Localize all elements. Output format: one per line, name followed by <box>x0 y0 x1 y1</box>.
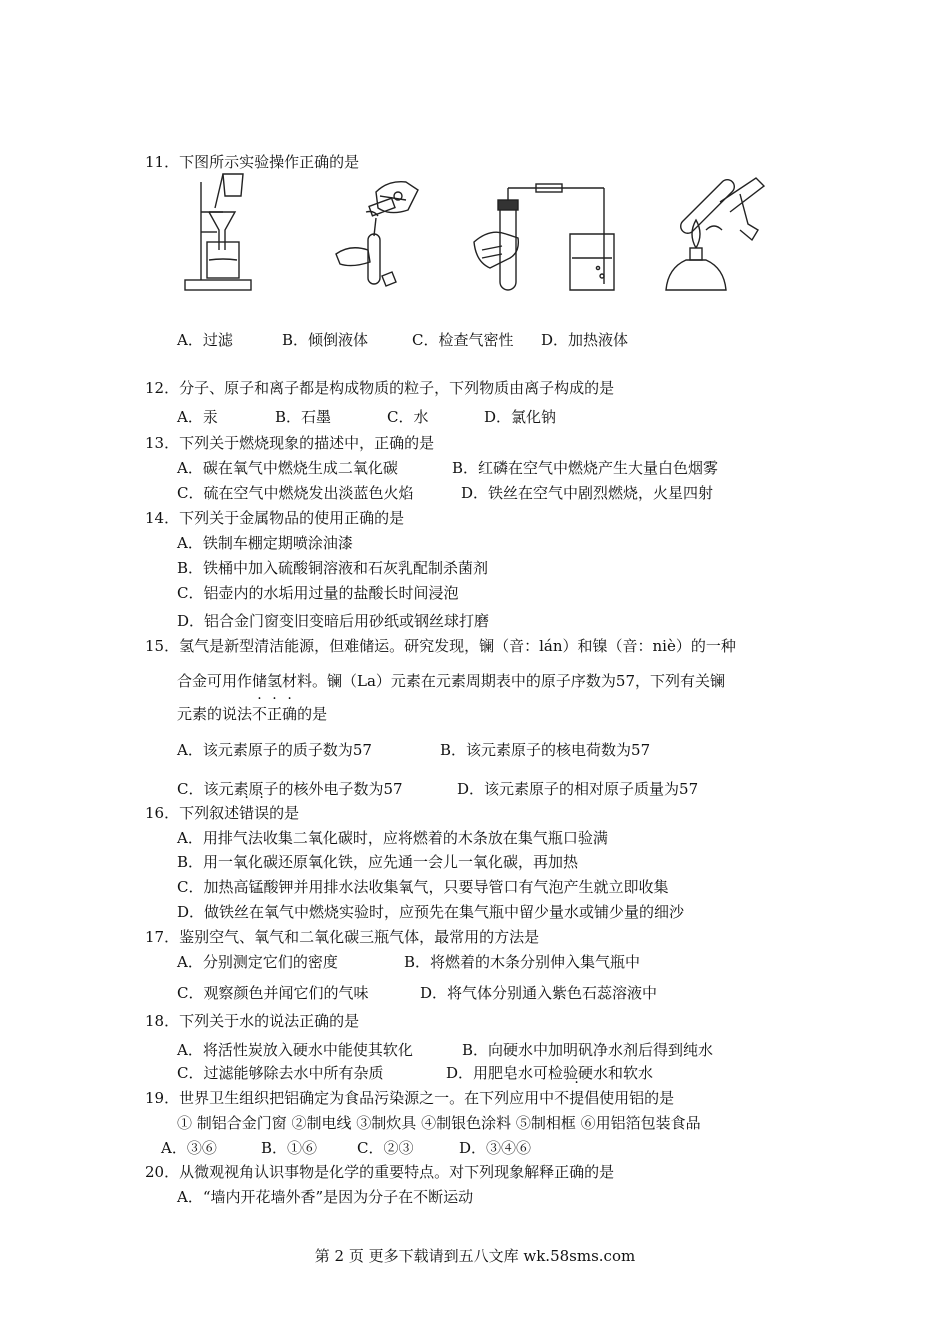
q15-stem-line1: 15．氢气是新型清洁能源，但难储运。研究发现，镧（音：lán）和镍（音：niè）的一种 <box>145 637 736 655</box>
q13-option-a: A．碳在氧气中燃烧生成二氧化碳 <box>177 459 398 477</box>
q16-stem: 16．下列叙述错误的是 <box>145 804 300 822</box>
q19-option-d: D．③④⑥ <box>459 1139 532 1157</box>
q12-option-c: C．水 <box>387 408 429 426</box>
q16-emphasis-char: 误 <box>254 804 270 822</box>
q17-option-a: A．分别测定它们的密度 <box>177 953 338 971</box>
q15-stem-line2: 合金可用作储氢材料。镧（La）元素在元素周期表中的原子序数为57，下列有关镧 <box>177 672 725 690</box>
heating-figure <box>660 172 780 300</box>
q19-option-b: B．①⑥ <box>261 1139 318 1157</box>
q15-option-d: D．该元素原子的相对原子质量为57 <box>457 780 699 798</box>
q12-option-a: A．汞 <box>177 408 218 426</box>
q15-option-c: C．该元素原子的核外电子数为57 <box>177 780 403 798</box>
q11-stem: 11．下图所示实验操作正确的是 <box>145 153 360 171</box>
q12-option-d: D．氯化钠 <box>484 408 557 426</box>
q13-option-c: C．硫在空气中燃烧发出淡蓝色火焰 <box>177 484 414 502</box>
q14-stem: 14．下列关于金属物品的使用正确的是 <box>145 509 405 527</box>
q19-option-c: C．②③ <box>357 1139 414 1157</box>
q15-emphasis-char: 确 <box>282 705 298 723</box>
q20-stem: 20．从微观视角认识事物是化学的重要特点。对下列现象解释正确的是 <box>145 1163 615 1181</box>
q16-option-d: D．做铁丝在氧气中燃烧实验时，应预先在集气瓶中留少量水或铺少量的细沙 <box>177 903 685 921</box>
filtration-figure <box>183 172 255 300</box>
q15-emphasis-char: 正 <box>267 705 283 723</box>
airtightness-figure <box>470 172 624 300</box>
q11-option-a: A．过滤 <box>177 331 233 349</box>
q11-option-d: D．加热液体 <box>541 331 629 349</box>
q18-option-c: C．过滤能够除去水中所有杂质 <box>177 1064 384 1082</box>
page-footer: 第 2 页 更多下载请到五八文库 wk.58sms.com <box>314 1247 636 1265</box>
q19-emphasis-char: 提 <box>569 1089 585 1107</box>
q18-option-a: A．将活性炭放入硬水中能使其软化 <box>177 1041 413 1059</box>
q13-option-b: B．红磷在空气中燃烧产生大量白色烟雾 <box>452 459 719 477</box>
q11-option-c: C．检查气密性 <box>412 331 514 349</box>
q19-items: ① 制铝合金门窗 ②制电线 ③制炊具 ④制银色涂料 ⑤制相框 ⑥用铝箔包装食品 <box>177 1114 701 1132</box>
q19-option-a: A．③⑥ <box>161 1139 217 1157</box>
q16-option-c: C．加热高锰酸钾并用排水法收集氧气，只要导管口有气泡产生就立即收集 <box>177 878 669 896</box>
q13-stem: 13．下列关于燃烧现象的描述中，正确的是 <box>145 434 435 452</box>
q12-option-b: B．石墨 <box>275 408 332 426</box>
q15-stem-line3: 元素的说法不正确的是 <box>177 705 328 723</box>
q17-option-b: B．将燃着的木条分别伸入集气瓶中 <box>404 953 641 971</box>
q13-option-d: D．铁丝在空气中剧烈燃烧，火星四射 <box>461 484 714 502</box>
q19-stem: 19．世界卫生组织把铝确定为食品污染源之一。在下列应用中不提倡使用铝的是 <box>145 1089 675 1107</box>
q20-option-a: A．“墙内开花墙外香”是因为分子在不断运动 <box>177 1188 474 1206</box>
q17-option-d: D．将气体分别通入紫色石蕊溶液中 <box>420 984 658 1002</box>
q12-stem: 12．分子、原子和离子都是构成物质的粒子，下列物质由离子构成的是 <box>145 379 615 397</box>
pouring-figure <box>328 172 424 300</box>
q14-option-d: D．铝合金门窗变旧变暗后用砂纸或钢丝球打磨 <box>177 612 490 630</box>
q16-emphasis-char: 错 <box>239 804 255 822</box>
q16-option-b: B．用一氧化碳还原氧化铁，应先通一会儿一氧化碳，再加热 <box>177 853 579 871</box>
q18-option-b: B．向硬水中加明矾净水剂后得到纯水 <box>462 1041 714 1059</box>
q18-option-d: D．用肥皂水可检验硬水和软水 <box>446 1064 654 1082</box>
q15-option-a: A．该元素原子的质子数为57 <box>177 741 372 759</box>
q17-option-c: C．观察颜色并闻它们的气味 <box>177 984 369 1002</box>
q17-stem: 17．鉴别空气、氧气和二氧化碳三瓶气体，最常用的方法是 <box>145 928 540 946</box>
q18-stem: 18．下列关于水的说法正确的是 <box>145 1012 360 1030</box>
q14-option-c: C．铝壶内的水垢用过量的盐酸长时间浸泡 <box>177 584 459 602</box>
q15-emphasis-char: 不 <box>252 705 268 723</box>
q15-option-b: B．该元素原子的核电荷数为57 <box>440 741 651 759</box>
q11-option-b: B．倾倒液体 <box>282 331 369 349</box>
q14-option-a: A．铁制车棚定期喷涂油漆 <box>177 534 353 552</box>
q16-option-a: A．用排气法收集二氧化碳时，应将燃着的木条放在集气瓶口验满 <box>177 829 608 847</box>
q14-option-b: B．铁桶中加入硫酸铜溶液和石灰乳配制杀菌剂 <box>177 559 489 577</box>
